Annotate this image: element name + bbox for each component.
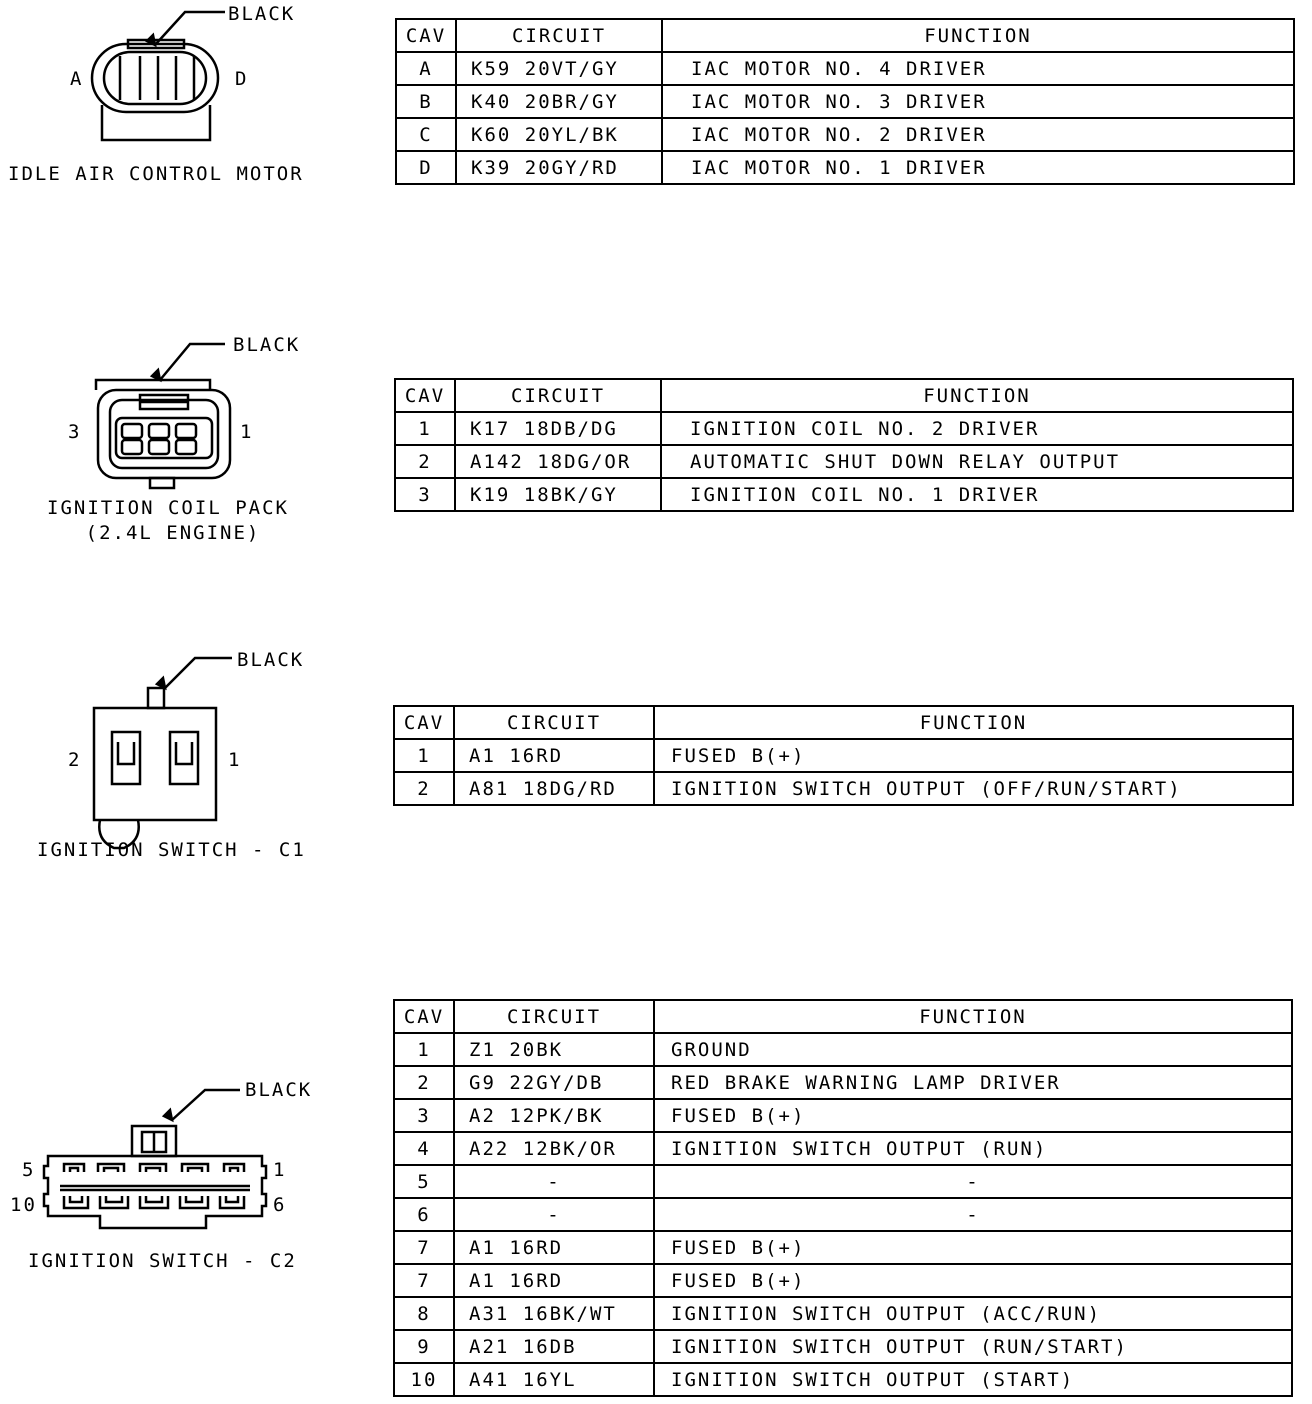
table-row [394, 1264, 1292, 1297]
cav-cell: 3 [394, 1099, 454, 1132]
function-cell: IAC MOTOR NO. 4 DRIVER [662, 52, 1294, 85]
function-cell: FUSED B(+) [654, 1231, 1292, 1264]
leader-line-icon [165, 658, 232, 688]
circuit-cell: K17 18DB/DG [455, 412, 661, 445]
c1-color-label: BLACK [237, 649, 305, 671]
table-row [394, 1033, 1292, 1066]
c2-color-label: BLACK [245, 1079, 313, 1101]
table-row [394, 1099, 1292, 1132]
cav-header: CAV [394, 1000, 454, 1033]
cav-cell: 1 [395, 412, 455, 445]
cav-cell: 6 [394, 1198, 454, 1231]
table-row [395, 412, 1293, 445]
iac-pin-label-d: D [235, 68, 249, 90]
c2-pin-label-5: 5 [22, 1159, 36, 1181]
function-cell: AUTOMATIC SHUT DOWN RELAY OUTPUT [661, 445, 1293, 478]
table-row [396, 85, 1294, 118]
table-row [394, 1132, 1292, 1165]
function-header: FUNCTION [654, 706, 1293, 739]
table-row [395, 478, 1293, 511]
circuit-cell: K19 18BK/GY [455, 478, 661, 511]
circuit-cell: A1 16RD [454, 1264, 654, 1297]
c2-pinout-table [393, 999, 1293, 1397]
coil-pin-label-3: 3 [68, 421, 82, 443]
table-header-row [395, 379, 1293, 412]
circuit-cell: A1 16RD [454, 739, 654, 772]
circuit-cell: K59 20VT/GY [456, 52, 662, 85]
circuit-cell: K40 20BR/GY [456, 85, 662, 118]
circuit-cell: G9 22GY/DB [454, 1066, 654, 1099]
coil-connector-subtitle: (2.4L ENGINE) [85, 522, 261, 544]
cav-cell: 5 [394, 1165, 454, 1198]
cav-cell: 2 [394, 772, 454, 805]
cav-header: CAV [394, 706, 454, 739]
leader-line-icon [160, 344, 225, 380]
circuit-header: CIRCUIT [455, 379, 661, 412]
leader-line-icon [172, 1090, 240, 1120]
coil-connector-title: IGNITION COIL PACK [47, 497, 289, 519]
iac-connector-title: IDLE AIR CONTROL MOTOR [8, 163, 304, 185]
function-header: FUNCTION [662, 19, 1294, 52]
table-row [394, 1330, 1292, 1363]
cav-cell: C [396, 118, 456, 151]
circuit-cell: K60 20YL/BK [456, 118, 662, 151]
cav-cell: 3 [395, 478, 455, 511]
iac-color-label: BLACK [228, 3, 296, 25]
circuit-header: CIRCUIT [456, 19, 662, 52]
function-cell: IGNITION SWITCH OUTPUT (RUN/START) [654, 1330, 1292, 1363]
function-cell: GROUND [654, 1033, 1292, 1066]
coil-pin-label-1: 1 [240, 421, 254, 443]
cav-cell: 10 [394, 1363, 454, 1396]
cav-cell: 2 [394, 1066, 454, 1099]
circuit-cell: K39 20GY/RD [456, 151, 662, 184]
cav-cell: 4 [394, 1132, 454, 1165]
function-cell: IGNITION SWITCH OUTPUT (START) [654, 1363, 1292, 1396]
circuit-cell: A81 18DG/RD [454, 772, 654, 805]
cav-cell: B [396, 85, 456, 118]
c1-pin-label-2: 2 [68, 749, 82, 771]
cav-header: CAV [395, 379, 455, 412]
table-row [394, 1363, 1292, 1396]
circuit-cell: A22 12BK/OR [454, 1132, 654, 1165]
circuit-cell: A31 16BK/WT [454, 1297, 654, 1330]
function-cell: IAC MOTOR NO. 1 DRIVER [662, 151, 1294, 184]
c1-pinout-table [393, 705, 1294, 806]
function-cell: RED BRAKE WARNING LAMP DRIVER [654, 1066, 1292, 1099]
c2-pin-label-1: 1 [273, 1159, 287, 1181]
c2-connector-title: IGNITION SWITCH - C2 [28, 1250, 297, 1272]
function-header: FUNCTION [654, 1000, 1292, 1033]
cav-header: CAV [396, 19, 456, 52]
cav-cell: 1 [394, 1033, 454, 1066]
function-cell: IAC MOTOR NO. 3 DRIVER [662, 85, 1294, 118]
cav-cell: 7 [394, 1264, 454, 1297]
function-cell: IGNITION SWITCH OUTPUT (OFF/RUN/START) [654, 772, 1293, 805]
circuit-header: CIRCUIT [454, 1000, 654, 1033]
cav-cell: A [396, 52, 456, 85]
circuit-cell: - [454, 1198, 654, 1231]
cav-cell: 7 [394, 1231, 454, 1264]
c1-connector-title: IGNITION SWITCH - C1 [37, 839, 306, 861]
c1-pin-label-1: 1 [228, 749, 242, 771]
table-row [394, 1297, 1292, 1330]
coil-pinout-table [394, 378, 1294, 512]
table-header-row [394, 706, 1293, 739]
circuit-cell: A1 16RD [454, 1231, 654, 1264]
c2-pin-label-10: 10 [10, 1194, 37, 1216]
table-row [394, 739, 1293, 772]
table-row [396, 118, 1294, 151]
table-row [395, 445, 1293, 478]
function-cell: - [654, 1198, 1292, 1231]
table-row [394, 1231, 1292, 1264]
circuit-cell: Z1 20BK [454, 1033, 654, 1066]
cav-cell: 8 [394, 1297, 454, 1330]
table-row [394, 1066, 1292, 1099]
table-row [394, 772, 1293, 805]
function-cell: IGNITION SWITCH OUTPUT (ACC/RUN) [654, 1297, 1292, 1330]
circuit-cell: A142 18DG/OR [455, 445, 661, 478]
function-cell: - [654, 1165, 1292, 1198]
c2-pin-label-6: 6 [273, 1194, 287, 1216]
table-header-row [396, 19, 1294, 52]
iac-pin-label-a: A [70, 68, 84, 90]
cav-cell: D [396, 151, 456, 184]
table-header-row [394, 1000, 1292, 1033]
table-row [396, 52, 1294, 85]
cav-cell: 2 [395, 445, 455, 478]
function-cell: FUSED B(+) [654, 1099, 1292, 1132]
table-row [394, 1165, 1292, 1198]
function-cell: FUSED B(+) [654, 739, 1293, 772]
coil-color-label: BLACK [233, 334, 301, 356]
function-header: FUNCTION [661, 379, 1293, 412]
table-row [396, 151, 1294, 184]
cav-cell: 1 [394, 739, 454, 772]
cav-cell: 9 [394, 1330, 454, 1363]
function-cell: IGNITION COIL NO. 2 DRIVER [661, 412, 1293, 445]
circuit-cell: A2 12PK/BK [454, 1099, 654, 1132]
circuit-header: CIRCUIT [454, 706, 654, 739]
circuit-cell: A21 16DB [454, 1330, 654, 1363]
function-cell: IGNITION SWITCH OUTPUT (RUN) [654, 1132, 1292, 1165]
function-cell: IGNITION COIL NO. 1 DRIVER [661, 478, 1293, 511]
circuit-cell: A41 16YL [454, 1363, 654, 1396]
function-cell: IAC MOTOR NO. 2 DRIVER [662, 118, 1294, 151]
table-row [394, 1198, 1292, 1231]
function-cell: FUSED B(+) [654, 1264, 1292, 1297]
circuit-cell: - [454, 1165, 654, 1198]
iac-pinout-table [395, 18, 1295, 185]
